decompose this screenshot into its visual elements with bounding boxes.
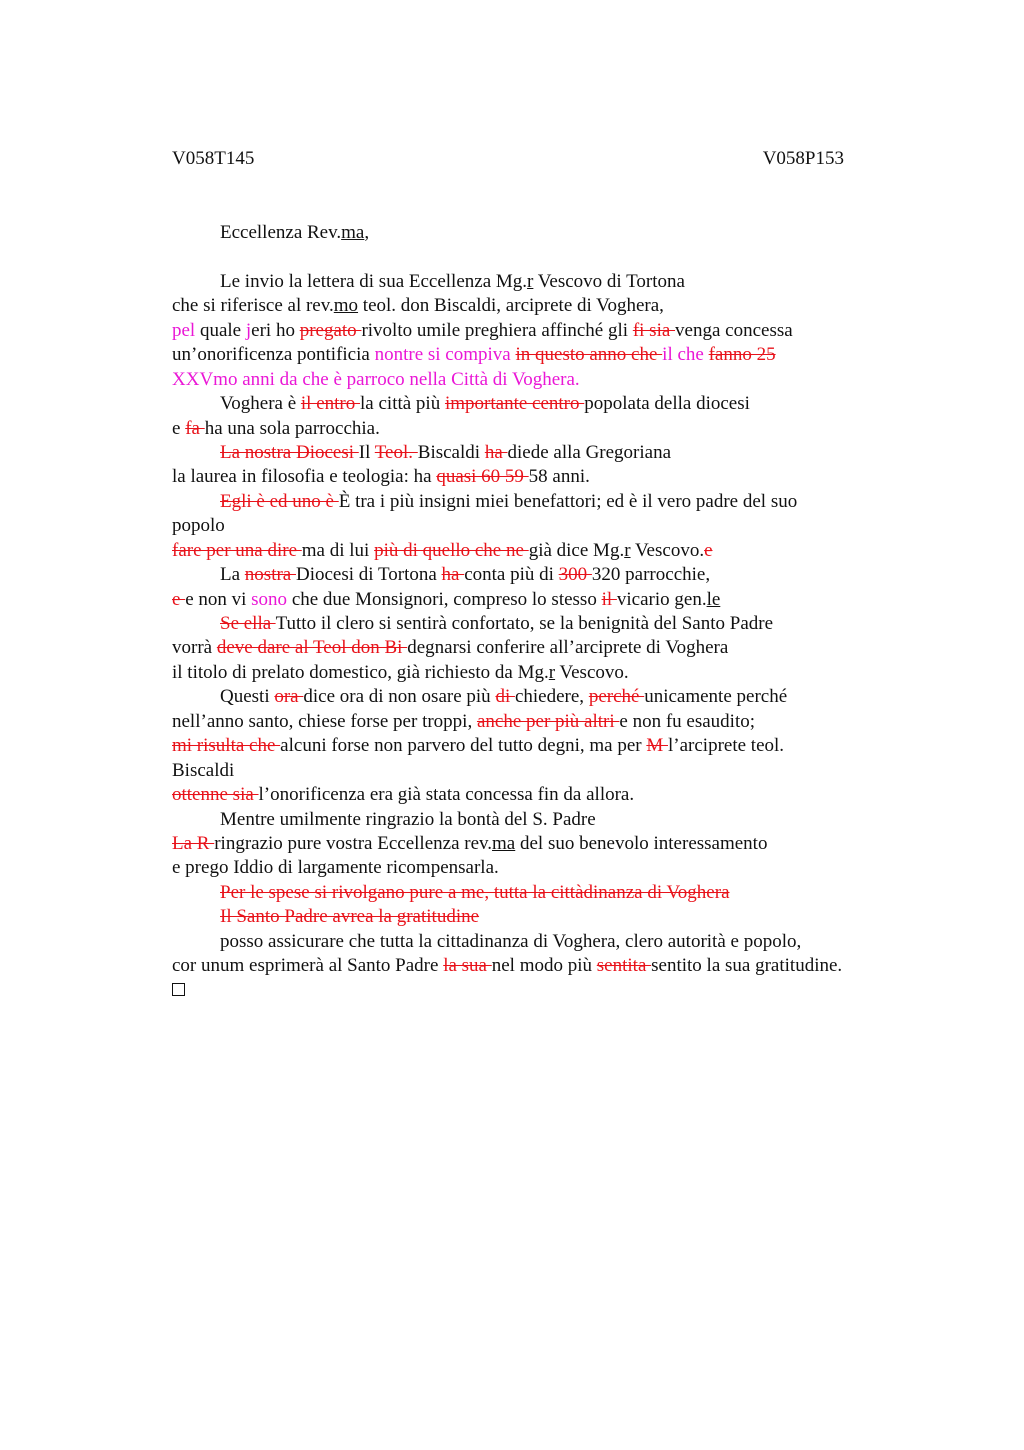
deletion: fanno 25 <box>708 344 776 366</box>
addition: il che <box>662 344 709 366</box>
document-code-left: V058T145 <box>172 148 255 169</box>
text-line: La R ringrazio pure vostra Eccellenza rev.ma del suo benevolo interessamento <box>172 832 768 854</box>
text-line: Mentre umilmente ringrazio la bontà del S. Padre <box>220 808 596 830</box>
deletion: perché <box>588 686 645 708</box>
deletion: deve dare al Teol don Bi <box>216 637 408 659</box>
text-line: fare per una dire ma di lui più di quello che ne già dice Mg.r Vescovo.e <box>172 539 713 561</box>
text-line: e prego Iddio di largamente ricompensarla. <box>172 857 499 879</box>
text-line: il titolo di prelato domestico, già richiesto da Mg.r Vescovo. <box>172 661 629 683</box>
text-line: Biscaldi <box>172 759 235 781</box>
deletion: ora <box>274 686 304 708</box>
deletion: mi risulta che <box>172 735 281 757</box>
addition: XXVmo anni da che è parroco nella Città di Voghera. <box>172 368 580 390</box>
letter-body <box>172 221 932 1003</box>
deletion: ha <box>484 441 508 463</box>
addition: j <box>245 319 252 341</box>
text-line: la laurea in filosofia e teologia: ha quasi 60 59 58 anni. <box>172 466 590 488</box>
deletion: fi sia <box>632 319 676 341</box>
deletion: anche per più altri <box>476 710 620 732</box>
text-line: popolo <box>172 515 225 537</box>
deletion: il entro <box>300 393 361 415</box>
deletion: Egli è ed uno è <box>220 490 339 512</box>
text-line <box>172 905 932 929</box>
deletion: la sua <box>443 955 492 977</box>
deletion: in questo anno che <box>515 344 663 366</box>
deletion: Teol. <box>374 441 418 463</box>
deletion: Se ella <box>220 613 276 634</box>
addition: pel <box>172 319 196 341</box>
deletion: ha <box>441 564 465 586</box>
deletion: M <box>646 735 668 757</box>
deletion: fare per una dire <box>172 539 302 561</box>
deletion: ottenne sia <box>172 784 259 806</box>
deletion: nostra <box>244 564 296 586</box>
addition: sono <box>251 588 288 610</box>
deletion: pregato <box>299 319 362 341</box>
deletion: di <box>495 686 515 708</box>
deletion: e <box>172 588 186 610</box>
text-line: posso assicurare che tutta la cittadinanza di Voghera, clero autorità e popolo, <box>220 930 802 952</box>
deletion: Il Santo Padre avrea la gratitudine <box>220 906 480 928</box>
text-line <box>172 368 932 392</box>
text-line: ottenne sia l’onorificenza era già stata concessa fin da allora. <box>172 784 635 806</box>
deletion: e <box>704 539 713 561</box>
text-line: che si riferisce al rev.mo teol. don Biscaldi, arciprete di Voghera, <box>172 295 664 317</box>
deletion: il <box>601 588 617 610</box>
deletion: 300 <box>558 564 592 586</box>
deletion: La nostra Diocesi <box>220 441 359 463</box>
deletion: sentita <box>596 955 652 977</box>
end-mark <box>172 979 932 1003</box>
document-code-right: V058P153 <box>762 148 844 169</box>
deletion: fa <box>185 417 205 439</box>
text-line: La nostra Diocesi Il Teol. Biscaldi ha diede alla Gregoriana <box>220 441 672 463</box>
text-line: e fa ha una sola parrocchia. <box>172 417 380 439</box>
text-line: pel quale jeri ho pregato rivolto umile preghiera affinché gli fi sia venga concessa <box>172 319 793 341</box>
text-line: mi risulta che alcuni forse non parvero del tutto degni, ma per M l’arciprete teol. <box>172 735 785 757</box>
addition: nontre si compiva <box>374 344 516 366</box>
deletion: più di quello che ne <box>374 539 529 561</box>
text-line: un’onorificenza pontificia nontre si compiva in questo anno che il che fanno 25 <box>172 344 776 366</box>
blank-line <box>172 245 932 269</box>
salutation: Eccellenza Rev.ma, <box>220 222 370 243</box>
deletion: quasi 60 59 <box>436 466 529 488</box>
text-line: Egli è ed uno è È tra i più insigni miei benefattori; ed è il vero padre del suo <box>220 490 798 512</box>
text-line <box>172 881 932 905</box>
text-line: La nostra Diocesi di Tortona ha conta più di 300 320 parrocchie, <box>220 564 711 586</box>
text-line: Le invio la lettera di sua Eccellenza Mg.r Vescovo di Tortona <box>220 270 685 292</box>
deletion: La R <box>172 832 215 854</box>
checkbox-icon <box>172 983 185 996</box>
text-line: Voghera è il entro la città più importante centro popolata della diocesi <box>220 393 750 415</box>
text-line: e e non vi sono che due Monsignori, compreso lo stesso il vicario gen.le <box>172 588 721 610</box>
text-line: cor unum esprimerà al Santo Padre la sua nel modo più sentita sentito la sua gratitudine. <box>172 955 843 977</box>
deletion: importante centro <box>444 393 585 415</box>
deletion: Per le spese si rivolgano pure a me, tutta la cittàdinanza di Voghera <box>220 881 730 903</box>
text-line: Se ella Tutto il clero si sentirà confortato, se la benignità del Santo Padre <box>220 613 774 634</box>
text-line: nell’anno santo, chiese forse per troppi, anche per più altri e non fu esaudito; <box>172 710 756 732</box>
text-line: Questi ora dice ora di non osare più di chiedere, perché unicamente perché <box>220 686 788 708</box>
text-line: vorrà deve dare al Teol don Bi degnarsi conferire all’arciprete di Voghera <box>172 637 729 659</box>
